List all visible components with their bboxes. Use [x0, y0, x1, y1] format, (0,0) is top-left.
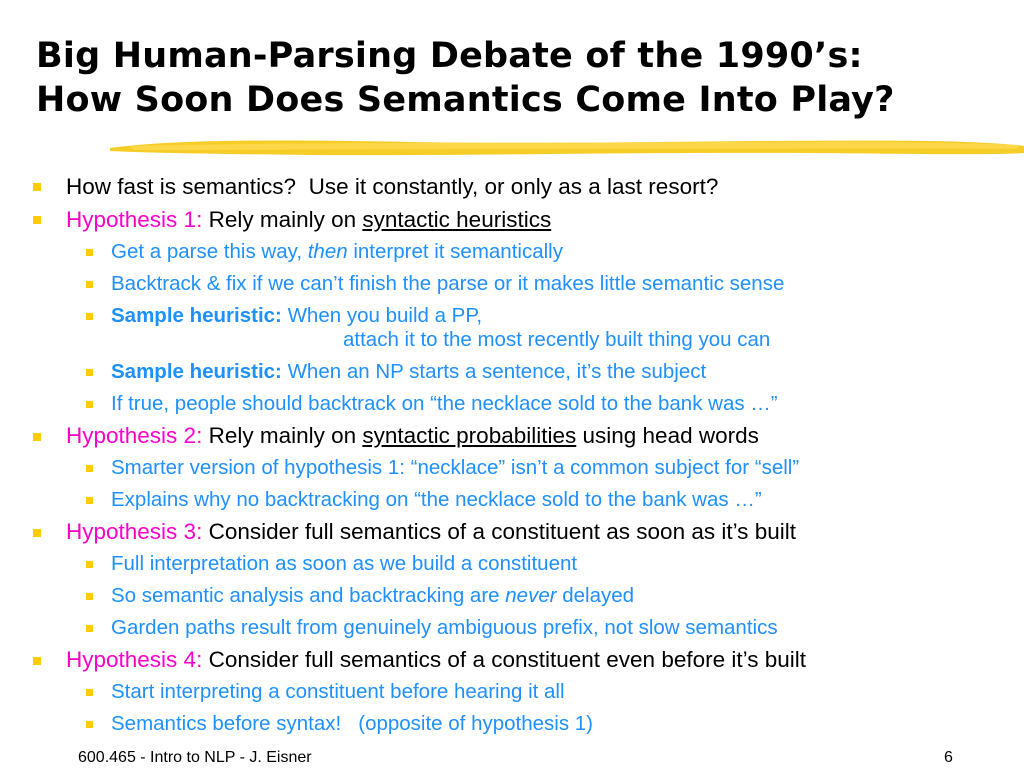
bullet-marker	[33, 216, 41, 224]
h1-sub-parse-text: Get a parse this way,	[111, 240, 308, 263]
sample-heuristic-label: Sample heuristic:	[111, 360, 282, 383]
sub-bullet-marker	[86, 721, 93, 728]
hypothesis-3-label: Hypothesis 3:	[66, 519, 203, 544]
hypothesis-3	[66, 519, 796, 545]
title-line-1: Big Human-Parsing Debate of the 1990’s:	[36, 36, 863, 76]
h3-sub-never-text: So semantic analysis and backtracking are	[111, 584, 506, 607]
heuristic-pp-line-1: When you build a PP,	[281, 304, 483, 327]
hypothesis-4-label: Hypothesis 4:	[66, 647, 203, 672]
bullet-marker	[33, 433, 41, 441]
h1-sub-parse-rest: interpret it semantically	[347, 240, 563, 263]
syntactic-probabilities-term: syntactic probabilities	[362, 423, 577, 448]
bullet-marker	[33, 183, 41, 191]
hypothesis-2-rest: using head words	[576, 423, 759, 448]
sub-bullet-marker	[86, 593, 93, 600]
sub-bullet-marker	[86, 465, 93, 472]
sub-bullet-marker	[86, 625, 93, 632]
title-line-2: How Soon Does Semantics Come Into Play?	[36, 80, 895, 120]
intro-question: How fast is semantics? Use it constantly, or only as a last resort?	[66, 174, 719, 199]
h3-sub-garden: Garden paths result from genuinely ambiguous prefix, not slow semantics	[111, 616, 778, 639]
hypothesis-4-text: Consider full semantics of a constituent even before it’s built	[202, 647, 806, 672]
h1-sub-if-true: If true, people should backtrack on “the necklace sold to the bank was …”	[111, 392, 778, 415]
sub-bullet-marker	[86, 369, 93, 376]
sub-bullet-marker	[86, 561, 93, 568]
h4-sub-start: Start interpreting a constituent before hearing it all	[111, 680, 565, 703]
h1-sub-heuristic-np	[111, 360, 706, 384]
hypothesis-1-label: Hypothesis 1:	[66, 207, 203, 232]
h1-sub-parse-emphasis: then	[307, 240, 348, 263]
h2-sub-smarter: Smarter version of hypothesis 1: “necklace” isn’t a common subject for “sell”	[111, 456, 800, 479]
bullet-marker	[33, 657, 41, 665]
h3-sub-full: Full interpretation as soon as we build a constituent	[111, 552, 578, 575]
sub-bullet-marker	[86, 249, 93, 256]
h2-sub-explains: Explains why no backtracking on “the necklace sold to the bank was …”	[111, 488, 762, 511]
heuristic-np-text: When an NP starts a sentence, it’s the subject	[281, 360, 707, 383]
sample-heuristic-label: Sample heuristic:	[111, 304, 282, 327]
hypothesis-4	[66, 647, 806, 673]
h3-sub-never-emphasis: never	[505, 584, 557, 607]
h3-sub-never-rest: delayed	[556, 584, 635, 607]
syntactic-heuristics-term: syntactic heuristics	[362, 207, 552, 232]
h3-sub-never	[111, 584, 634, 608]
sub-bullet-marker	[86, 401, 93, 408]
page-number: 6	[944, 749, 953, 766]
hypothesis-1-text: Rely mainly on	[202, 207, 363, 232]
h1-sub-heuristic-pp	[111, 304, 482, 328]
sub-bullet-marker	[86, 689, 93, 696]
heuristic-pp-line-2: attach it to the most recently built thing you can	[343, 328, 771, 351]
sub-bullet-marker	[86, 313, 93, 320]
footer-course: 600.465 - Intro to NLP - J. Eisner	[78, 749, 312, 766]
hypothesis-1	[66, 207, 551, 233]
sub-bullet-marker	[86, 281, 93, 288]
h1-sub-parse	[111, 240, 563, 264]
h4-sub-before-syntax: Semantics before syntax! (opposite of hypothesis 1)	[111, 712, 594, 735]
sub-bullet-marker	[86, 497, 93, 504]
hypothesis-3-text: Consider full semantics of a constituent as soon as it’s built	[202, 519, 796, 544]
hypothesis-2-text: Rely mainly on	[202, 423, 363, 448]
hypothesis-2	[66, 423, 759, 449]
bullet-marker	[33, 529, 41, 537]
hypothesis-2-label: Hypothesis 2:	[66, 423, 203, 448]
h1-sub-backtrack: Backtrack & fix if we can’t finish the parse or it makes little semantic sense	[111, 272, 785, 295]
